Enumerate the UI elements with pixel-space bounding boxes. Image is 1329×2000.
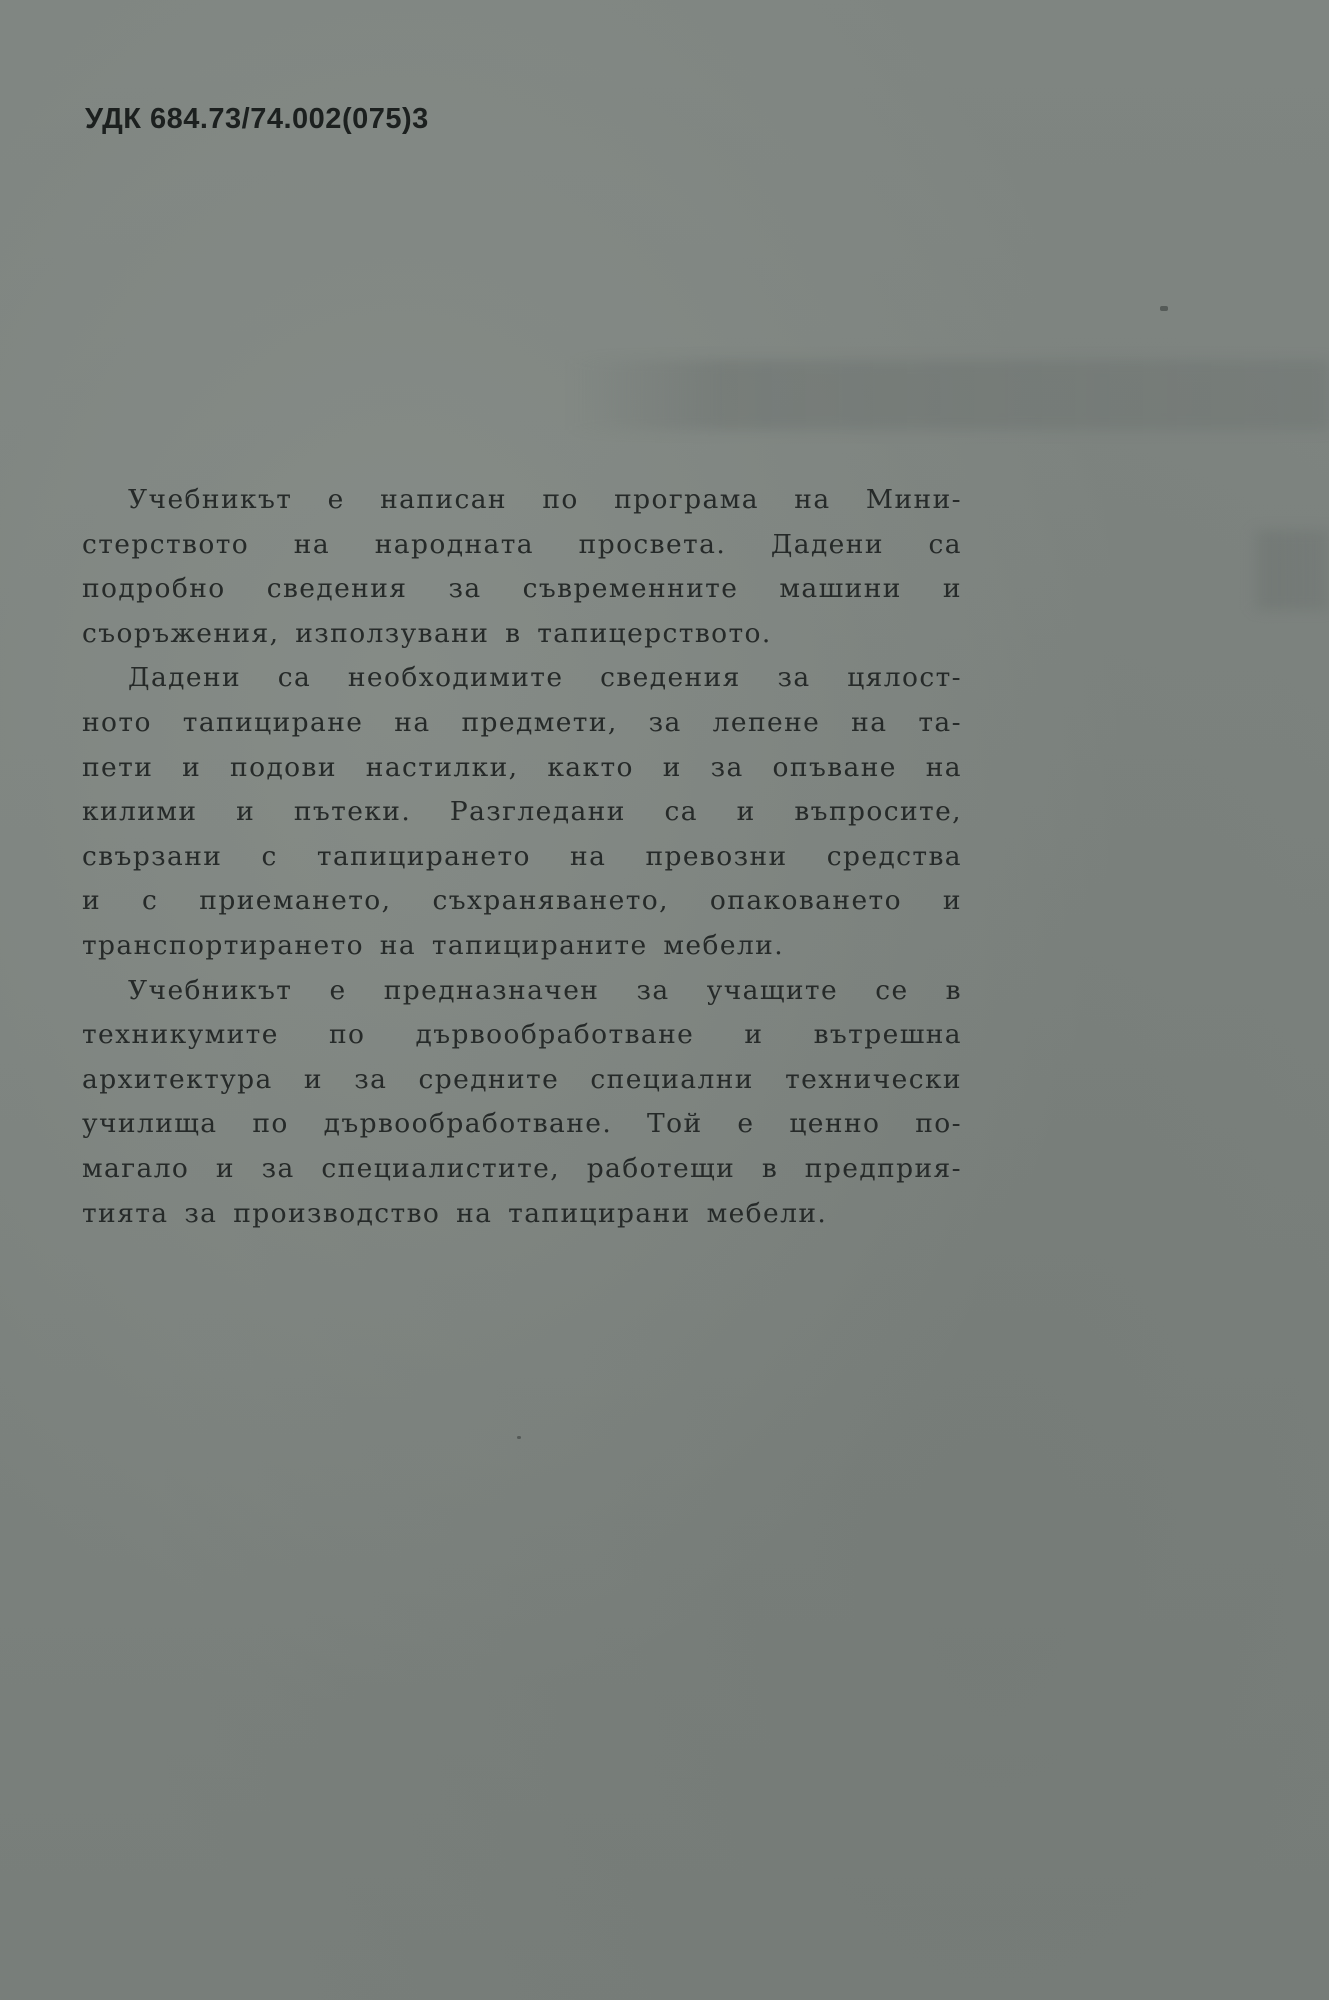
udk-classification: УДК 684.73/74.002(075)3 <box>85 103 429 135</box>
text-line: килими и пътеки. Разгледани са и въпросите, <box>82 796 962 828</box>
text-line: свързани с тапицирането на превозни средства <box>82 840 962 872</box>
text-line: Дадени са необходимите сведения за цялост- <box>128 662 962 694</box>
paper-speck <box>1160 306 1168 311</box>
show-through-shadow <box>1249 530 1329 610</box>
text-line: и с приемането, съхраняването, опаковането и <box>82 885 962 917</box>
text-line: Учебникът е написан по програма на Мини- <box>128 484 962 515</box>
text-line: стерството на народната просвета. Дадени са <box>82 528 962 560</box>
text-line: подробно сведения за съвременните машини и <box>82 573 962 605</box>
paragraph-2 <box>82 656 962 968</box>
text-line: транспортирането на тапицираните мебели. <box>82 929 785 961</box>
annotation-text <box>82 478 962 1236</box>
text-line: архитектура и за средните специални технически <box>82 1063 962 1095</box>
text-line: магало и за специалистите, работещи в предприя- <box>82 1152 962 1184</box>
text-line: тията за производство на тапицирани мебели. <box>82 1197 828 1229</box>
paragraph-1 <box>82 478 962 656</box>
text-line: Учебникът е предназначен за учащите се в <box>128 974 962 1006</box>
paper-speck <box>517 1436 521 1439</box>
text-line: съоръжения, използувани в тапицерството. <box>82 617 772 649</box>
text-line: техникумите по дървообработване и вътрешна <box>82 1019 962 1051</box>
text-line: пети и подови настилки, както и за опъване на <box>82 751 962 783</box>
paragraph-3 <box>82 969 962 1237</box>
text-line: ното тапициране на предмети, за лепене на та- <box>82 706 962 738</box>
show-through-shadow <box>569 360 1329 430</box>
text-line: училища по дървообработване. Той е ценно по- <box>82 1108 962 1140</box>
